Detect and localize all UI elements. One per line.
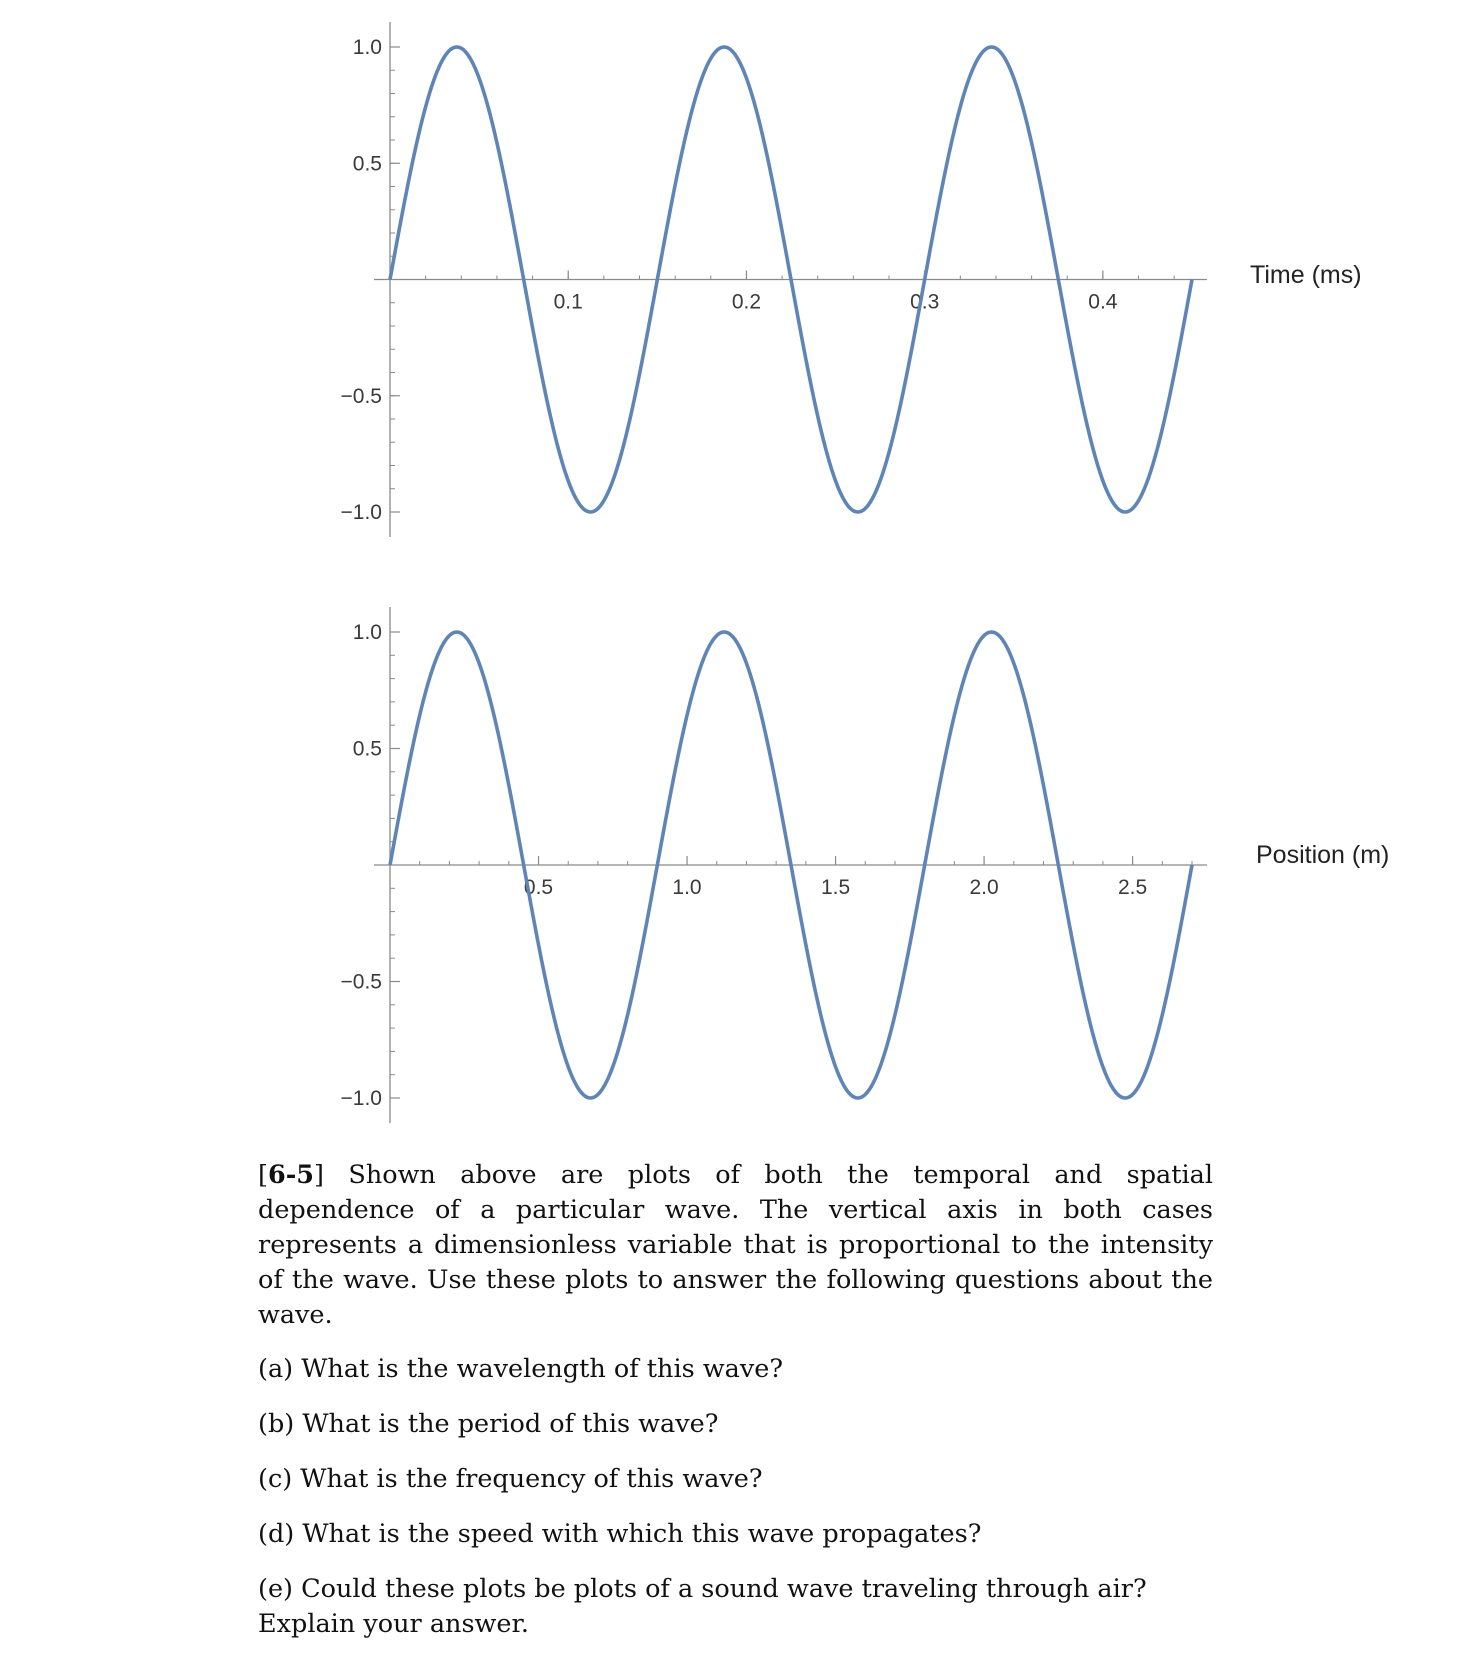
- question-c: (c) What is the frequency of this wave?: [258, 1464, 763, 1494]
- x-tick-label: 2.0: [969, 876, 999, 899]
- y-tick-label: 1.0: [352, 36, 382, 59]
- x-tick-label: 1.5: [820, 876, 851, 899]
- y-tick-label: −0.5: [340, 970, 382, 994]
- question-b: (b) What is the period of this wave?: [258, 1409, 719, 1439]
- x-tick-label: 0.3: [910, 290, 940, 314]
- y-tick-label: 1.0: [352, 621, 382, 644]
- question-a: (a) What is the wavelength of this wave?: [258, 1354, 784, 1384]
- question-e: (e) Could these plots be plots of a sound wave traveling through air? Explain your answer.: [258, 1574, 1147, 1639]
- problem-intro: [6-5] Shown above are plots of both the temporal and spatial dependence of a particular wave. The vertical axis in both cases represents a dimensionless variable that is proportional to the intensity of the wave. Use these plots to answer the following questions about the wave.: [258, 1160, 1213, 1330]
- y-tick-label: −1.0: [340, 1087, 382, 1110]
- problem-text: [258, 1158, 1213, 1662]
- x-axis-label: Position (m): [1256, 841, 1390, 869]
- problem-number: 6-5: [267, 1160, 315, 1190]
- chart-1: [341, 22, 1362, 537]
- x-tick-label: 0.2: [731, 290, 762, 314]
- y-tick-label: −1.0: [340, 501, 382, 524]
- y-tick-label: 0.5: [352, 737, 382, 761]
- y-tick-label: 0.5: [352, 152, 382, 176]
- x-tick-label: 0.5: [523, 876, 554, 899]
- chart-2: [341, 607, 1390, 1123]
- problem-intro-text: Shown above are plots of both the temporal and spatial dependence of a particular wave. The vertical axis in both cases represents a dimensionless variable that is proportional to the intensity of the wave. Use these plots to answer the following questions about the wave.: [258, 1160, 1213, 1330]
- x-axis-label: Time (ms): [1250, 261, 1362, 289]
- question-d: (d) What is the speed with which this wave propagates?: [258, 1519, 982, 1549]
- x-tick-label: 0.1: [553, 290, 583, 314]
- x-tick-label: 2.5: [1117, 876, 1148, 899]
- x-tick-label: 1.0: [672, 876, 702, 899]
- x-tick-label: 0.4: [1088, 290, 1118, 314]
- y-tick-label: −0.5: [340, 384, 382, 408]
